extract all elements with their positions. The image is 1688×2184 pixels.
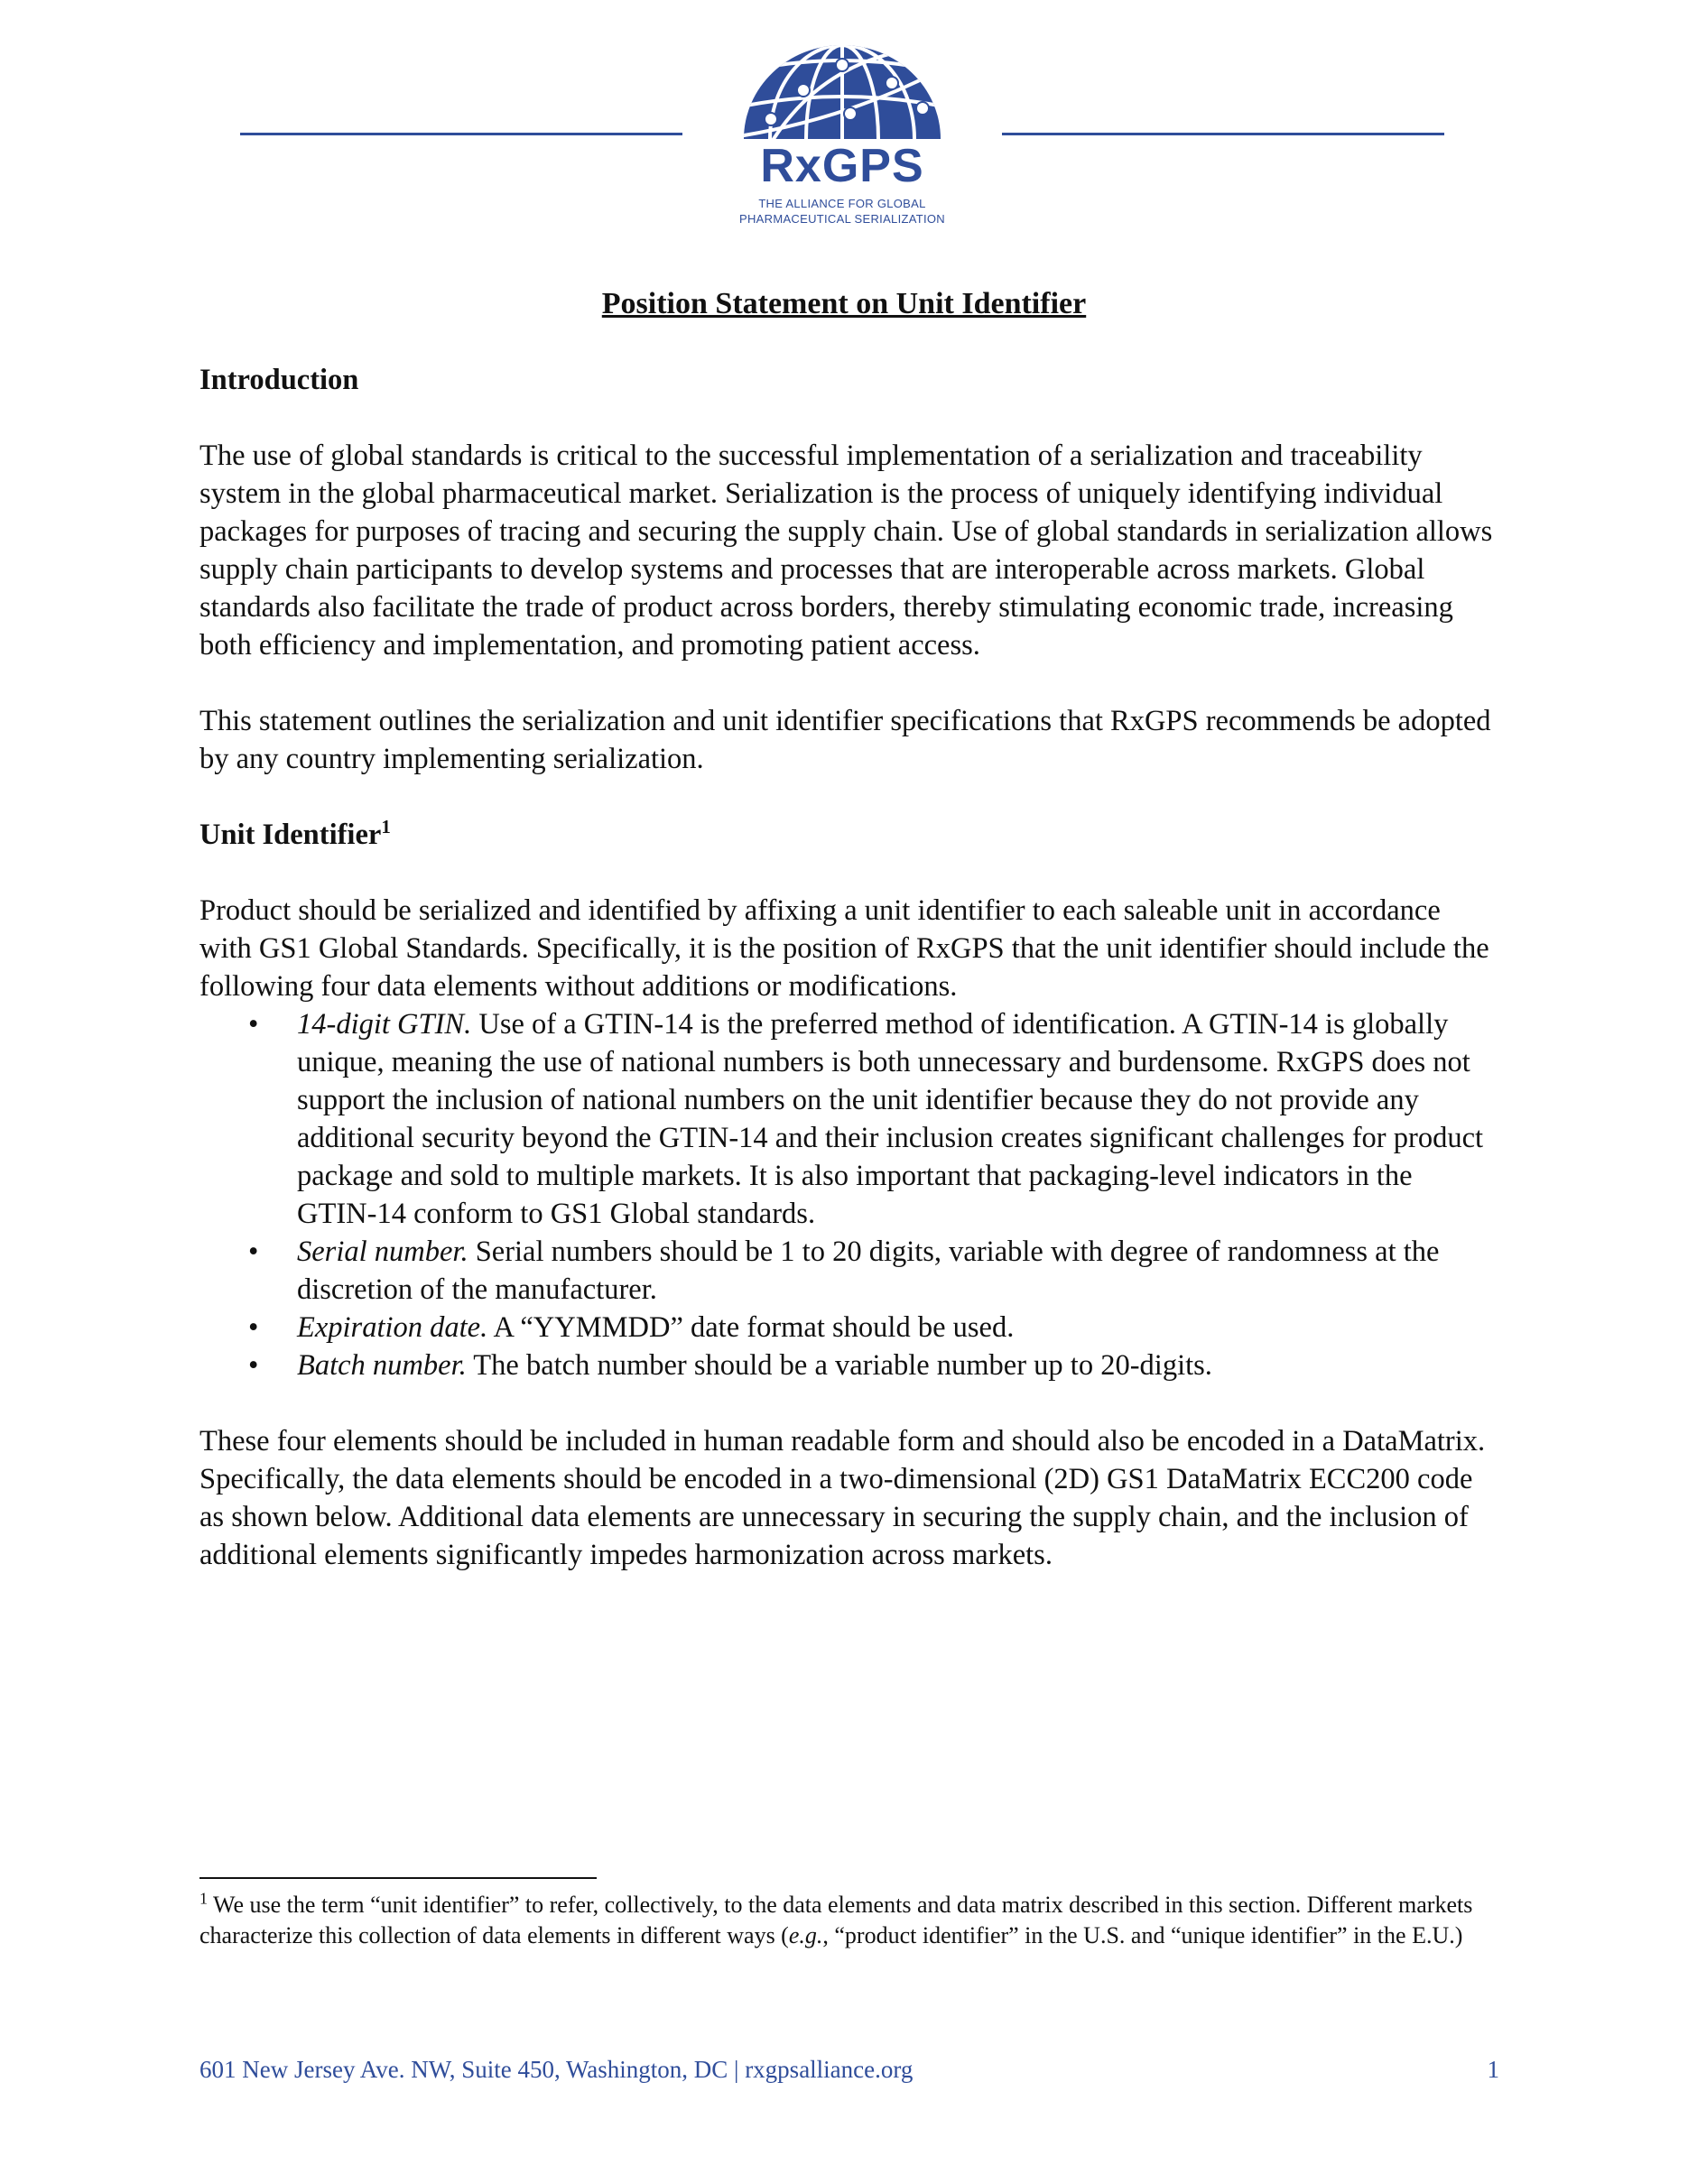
footnote-text-1: We use the term “unit identifier” to refer, collectively, to the data elements and data matrix described in this section. Different markets characterize this collection of data elements in different ways ( <box>199 1892 1473 1948</box>
data-elements-list <box>199 1005 1499 1384</box>
bullet-term: Serial number. <box>297 1235 468 1268</box>
list-item <box>248 1346 1499 1384</box>
list-item <box>248 1309 1499 1346</box>
bullet-text: Serial numbers should be 1 to 20 digits, variable with degree of randomness at the discretion of the manufacturer. <box>297 1235 1440 1306</box>
bullet: • <box>248 1008 259 1041</box>
bullet-term: Batch number. <box>297 1349 467 1382</box>
unit-identifier-paragraph-2: These four elements should be included in human readable form and should also be encoded in a DataMatrix. Specifically, the data elements should be encoded in a two-dimensional (2D) GS1 DataMatrix ECC200 code as shown below. Additional data elements are unnecessary in securing the supply chain, and the inclusion of additional elements significantly impedes harmonization across markets. <box>199 1425 1486 1571</box>
logo-wordmark: RxGPS <box>760 140 924 192</box>
unit-identifier-paragraph-1: Product should be serialized and identified by affixing a unit identifier to each saleable unit in accordance with GS1 Global Standards. Specifically, it is the position of RxGPS that the unit identifier should include the following four data elements without additions or modifications. <box>199 894 1489 1003</box>
footnote-text-2: , “product identifier” in the U.S. and “unique identifier” in the E.U.) <box>822 1922 1463 1948</box>
bullet-term: Expiration date. <box>297 1311 488 1344</box>
footnote-separator <box>199 1877 597 1879</box>
footnote-mark: 1 <box>199 1889 208 1908</box>
header-rule-right <box>1002 133 1444 135</box>
rxgps-logo <box>715 38 969 227</box>
bullet-text: The batch number should be a variable number up to 20-digits. <box>466 1349 1212 1382</box>
bullet-term: 14-digit GTIN. <box>297 1008 472 1041</box>
document-body <box>199 361 1499 1574</box>
introduction-paragraph-1: The use of global standards is critical to the successful implementation of a serialization and traceability system in the global pharmaceutical market. Serialization is the process of uniquely identifying individual packages for purposes of tracing and securing the supply chain. Use of global standards in serialization allows supply chain participants to develop systems and processes that are interoperable across markets. Global standards also facilitate the trade of product across borders, thereby stimulating economic trade, increasing both efficiency and implementation, and promoting patient access. <box>199 440 1493 662</box>
introduction-paragraph-2: This statement outlines the serialization and unit identifier specifications that RxGPS recommends be adopted by any country implementing serialization. <box>199 705 1491 775</box>
page-number: 1 <box>1487 2056 1499 2083</box>
logo-tagline-1: THE ALLIANCE FOR GLOBAL <box>758 197 926 210</box>
unit-identifier-heading-text: Unit Identifier <box>199 819 382 851</box>
footnote-text-italic: e.g. <box>788 1922 823 1948</box>
unit-identifier-heading <box>199 816 1499 854</box>
header-rule-left <box>240 133 682 135</box>
page-footer <box>199 2056 1499 2084</box>
bullet: • <box>248 1349 259 1382</box>
bullet: • <box>248 1311 259 1344</box>
footer-address: 601 New Jersey Ave. NW, Suite 450, Washington, DC | rxgpsalliance.org <box>199 2056 914 2083</box>
logo-tagline-2: PHARMACEUTICAL SERIALIZATION <box>739 212 945 226</box>
bullet-text: Use of a GTIN-14 is the preferred method of identification. A GTIN-14 is globally unique, meaning the use of national numbers is both unnecessary and burdensome. RxGPS does not support the inclusion of national numbers on the unit identifier because they do not provide any additional security beyond the GTIN-14 and their inclusion creates significant challenges for product package and sold to multiple markets. It is also important that packaging-level indicators in the GTIN-14 conform to GS1 Global standards. <box>297 1008 1484 1230</box>
list-item <box>248 1005 1499 1233</box>
footnote <box>199 1890 1499 1951</box>
footnote-reference: 1 <box>381 816 391 838</box>
introduction-heading: Introduction <box>199 364 359 396</box>
bullet: • <box>248 1235 259 1268</box>
bullet-text: A “YYMMDD” date format should be used. <box>487 1311 1015 1344</box>
globe-icon <box>715 38 969 146</box>
list-item <box>248 1233 1499 1309</box>
document-title: Position Statement on Unit Identifier <box>601 287 1087 320</box>
